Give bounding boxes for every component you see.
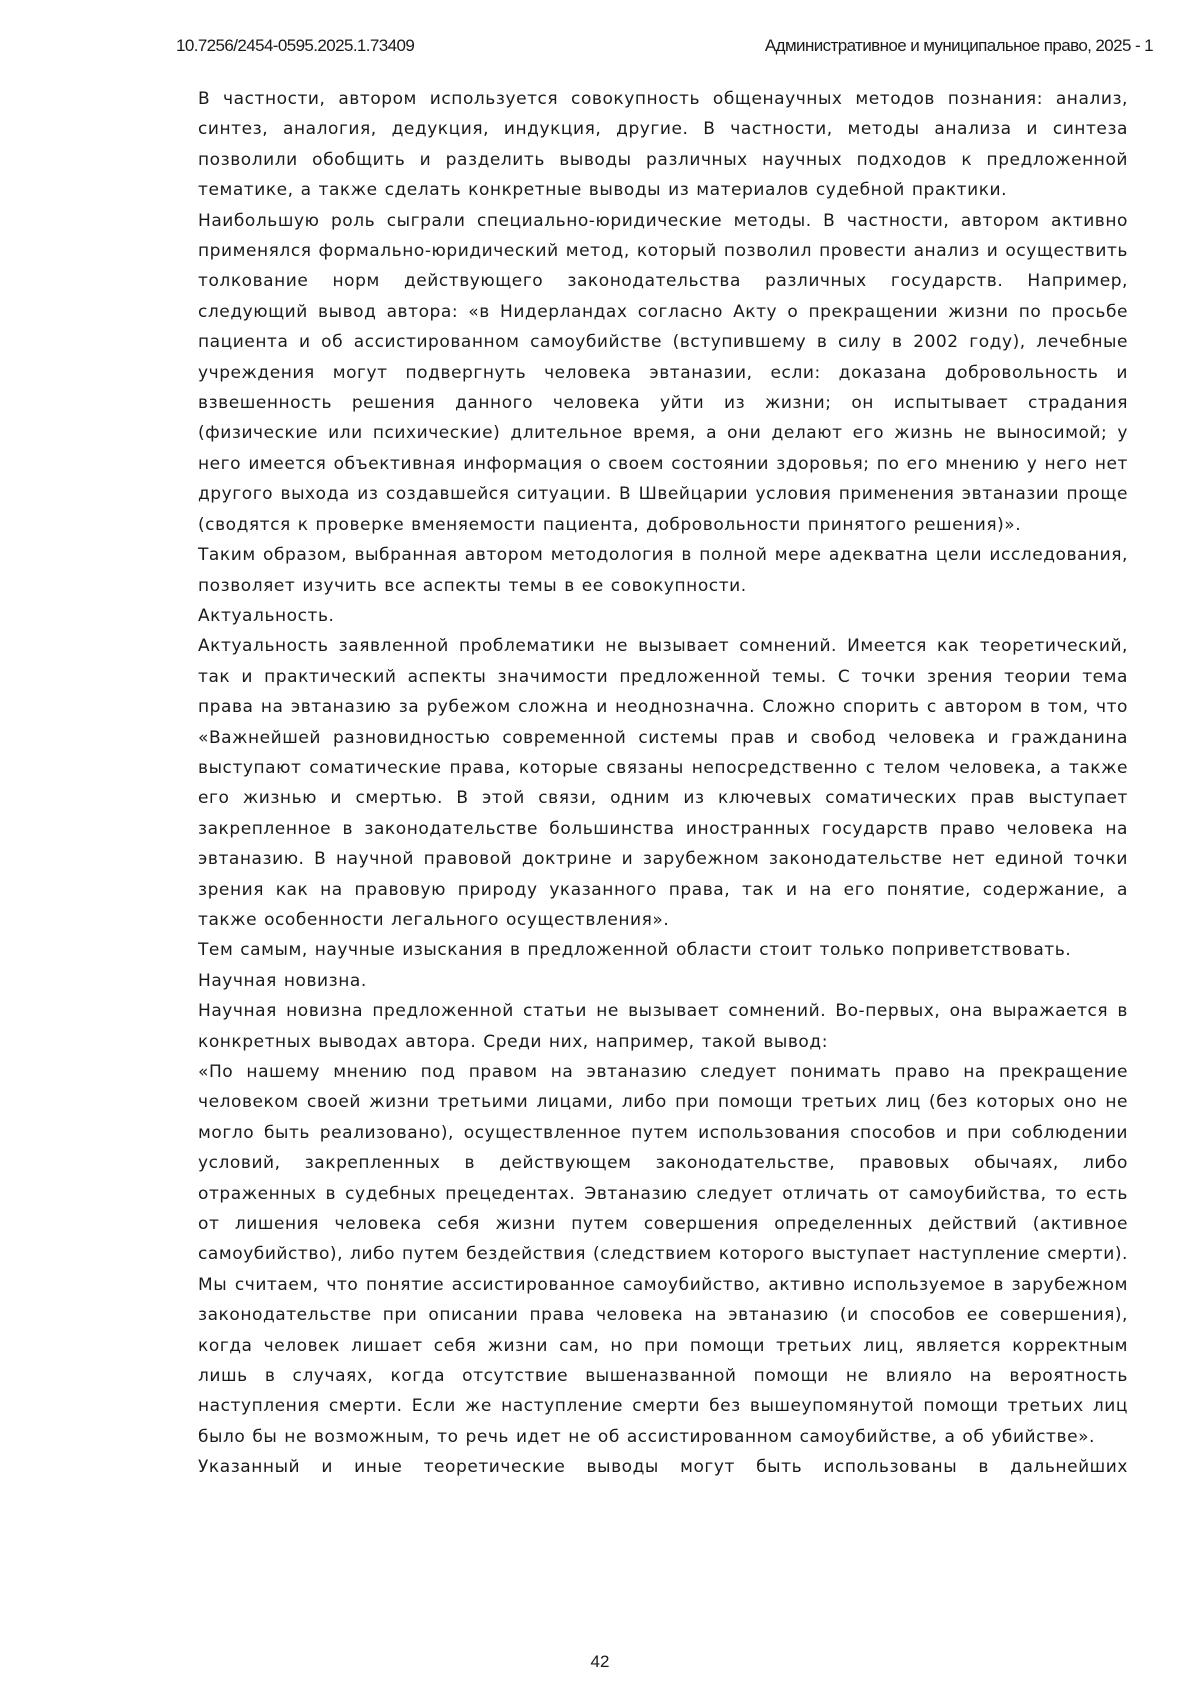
doi-label: 10.7256/2454-0595.2025.1.73409 (176, 36, 415, 55)
paragraph-continuation: Указанный и иные теоретические выводы могут быть использованы в дальнейших (198, 1457, 1128, 1478)
paragraph-methods-legal: Наибольшую роль сыграли специально-юридические методы. В частности, автором активно применялся формально-юридический метод, который позволил провести анализ и осуществить толкование норм действующего законодательства различных государств. Например, следующий вывод автора: «в Нидерландах согласно Акту о прекращении жизни по просьбе пациента и об ассистированном самоубийстве (вступившему в силу в 2002 году), лечебные учреждения могут подвергнуть человека эвтаназии, если: доказана добровольность и взвешенность решения данного человека уйти из жизни; он испытывает страдания (физические или психические) длительное время, а они делают его жизнь не выносимой; у него имеется объективная информация о своем состоянии здоровья; по его мнению у него нет другого выхода из создавшейся ситуации. В Швейцарии условия применения эвтаназии проще (сводятся к проверке вменяемости пациента, добровольности принятого решения)». (198, 210, 1128, 535)
page-number: 42 (590, 1652, 610, 1671)
paragraph-relevance: Актуальность заявленной проблематики не вызывает сомнений. Имеется как теоретический, так и практический аспекты значимости предложенной темы. С точки зрения теории тема права на эвтаназию за рубежом сложна и неоднозначна. Сложно спорить с автором в том, что «Важнейшей разновидностью современной системы прав и свобод человека и гражданина выступают соматические права, которые связаны непосредственно с телом человека, а также его жизнью и смертью. В этой связи, одним из ключевых соматических прав выступает закрепленное в законодательстве большинства иностранных государств право человека на эвтаназию. В научной правовой доктрине и зарубежном законодательстве нет единой точки зрения как на правовую природу указанного права, так и на его понятие, содержание, а также особенности легального осуществления». (198, 636, 1128, 930)
article-body (198, 84, 1128, 1483)
paragraph-novelty: Научная новизна предложенной статьи не вызывает сомнений. Во-первых, она выражается в конкретных выводах автора. Среди них, например, такой вывод: (198, 1001, 1128, 1052)
paragraph-methodology-conclusion: Таким образом, выбранная автором методология в полной мере адекватна цели исследования, позволяет изучить все аспекты темы в ее совокупности. (198, 545, 1128, 596)
paragraph-quote: «По нашему мнению под правом на эвтаназию следует понимать право на прекращение человеком своей жизни третьими лицами, либо при помощи третьих лиц (без которых оно не могло быть реализовано), осуществленное путем использования способов и при соблюдении условий, закрепленных в действующем законодательстве, правовых обычаях, либо отраженных в судебных прецедентах. Эвтаназию следует отличать от самоубийства, то есть от лишения человека себя жизни путем совершения определенных действий (активное самоубийство), либо путем бездействия (следствием которого выступает наступление смерти). Мы считаем, что понятие ассистированное самоубийство, активно используемое в зарубежном законодательстве при описании права человека на эвтаназию (и способов ее совершения), когда человек лишает себя жизни сам, но при помощи третьих лиц, является корректным лишь в случаях, когда отсутствие вышеназванной помощи не влияло на вероятность наступления смерти. Если же наступление смерти без вышеупомянутой помощи третьих лиц было бы не возможным, то речь идет не об ассистированном самоубийстве, а об убийстве». (198, 1062, 1128, 1447)
journal-title: Административное и муниципальное право, 2025 - 1 (764, 36, 1153, 55)
heading-novelty: Научная новизна. (198, 970, 367, 991)
paragraph-methods-general: В частности, автором используется совокупность общенаучных методов познания: анализ, синтез, аналогия, дедукция, индукция, другие. В частности, методы анализа и синтеза позволили обобщить и разделить выводы различных научных подходов к предложенной тематике, а также сделать конкретные выводы из материалов судебной практики. (198, 89, 1128, 201)
heading-relevance: Актуальность. (198, 605, 335, 626)
page-header (176, 36, 1153, 62)
paragraph-relevance-conclusion: Тем самым, научные изыскания в предложенной области стоит только поприветствовать. (198, 940, 1072, 961)
